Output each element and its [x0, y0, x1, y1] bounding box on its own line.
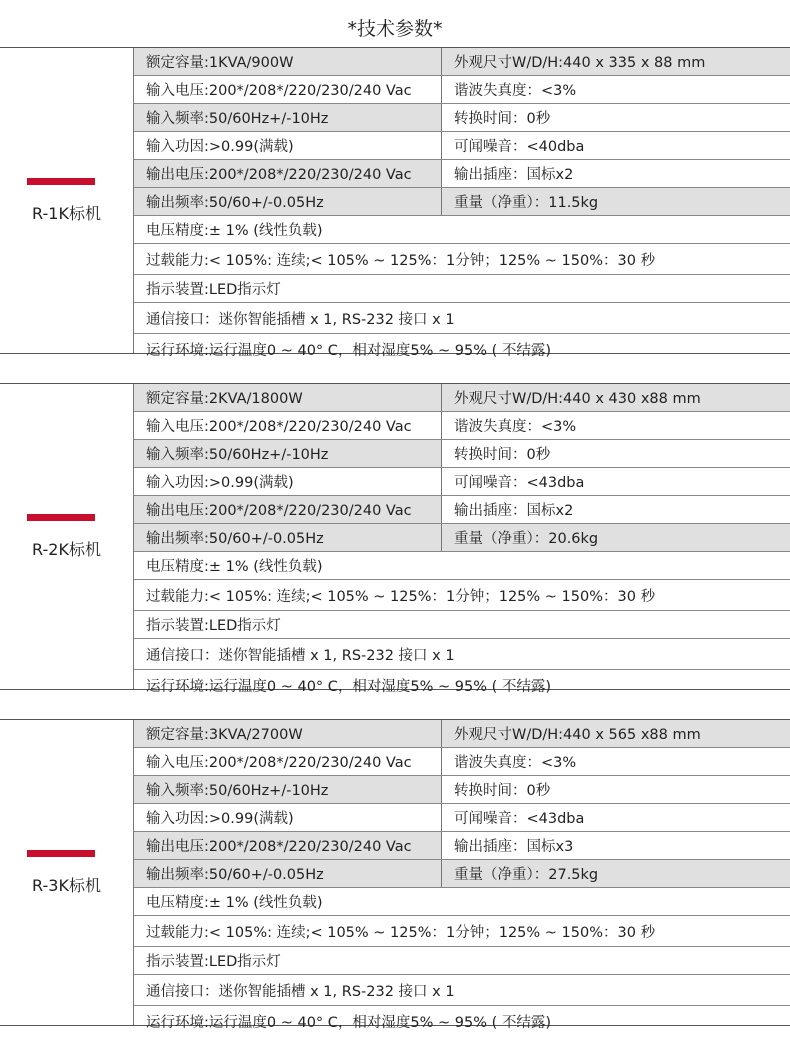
- spec-output-voltage: 输出电压:200*/208*/220/230/240 Vac: [134, 160, 441, 187]
- spec-input-frequency: 输入频率:50/60Hz+/-10Hz: [134, 776, 441, 803]
- spec-row: [134, 776, 790, 804]
- spec-row: [134, 947, 790, 975]
- spec-output-frequency: 输出频率:50/60+/-0.05Hz: [134, 860, 441, 887]
- red-accent-bar: [27, 850, 95, 857]
- spec-row: [134, 552, 790, 580]
- spec-row: [134, 384, 790, 412]
- spec-voltage-accuracy: 电压精度:± 1% (线性负载): [146, 223, 323, 239]
- spec-noise: 可闻噪音：<40dba: [441, 132, 790, 159]
- spec-voltage-accuracy: 电压精度:± 1% (线性负载): [146, 895, 323, 911]
- spec-environment: 运行环境:运行温度0 ~ 40° C，相对湿度5% ~ 95% ( 不结露): [146, 1014, 552, 1031]
- spec-thd: 谐波失真度：<3%: [441, 412, 790, 439]
- spec-voltage-accuracy: 电压精度:± 1% (线性负载): [146, 559, 323, 575]
- spec-comm-interface: 通信接口：迷你智能插槽 x 1, RS-232 接口 x 1: [146, 311, 455, 328]
- spec-input-power-factor: 输入功因:>0.99(满载): [146, 139, 294, 155]
- spec-row: [134, 720, 790, 748]
- spec-transfer-time: 转换时间：0秒: [441, 440, 790, 467]
- spec-input-power-factor: 输入功因:>0.99(满载): [146, 811, 294, 827]
- spec-rows: [134, 384, 790, 700]
- spec-rated-capacity: 额定容量:3KVA/2700W: [134, 720, 441, 747]
- spec-comm-interface: 通信接口：迷你智能插槽 x 1, RS-232 接口 x 1: [146, 647, 455, 664]
- spec-output-frequency: 输出频率:50/60+/-0.05Hz: [134, 524, 441, 551]
- spec-row: [134, 76, 790, 104]
- model-cell: [0, 48, 134, 353]
- spec-row: [134, 188, 790, 216]
- model-name: R-2K标机: [32, 540, 101, 559]
- spec-input-power-factor: 输入功因:>0.99(满载): [146, 475, 294, 491]
- spec-dimensions: 外观尺寸W/D/H:440 x 335 x 88 mm: [441, 48, 790, 75]
- spec-overload: 过载能力:< 105%: 连续;< 105% ~ 125%：1分钟；125% ~ 150%：30 秒: [146, 252, 656, 269]
- spec-thd: 谐波失真度：<3%: [441, 748, 790, 775]
- red-accent-bar: [27, 178, 95, 185]
- spec-dimensions: 外观尺寸W/D/H:440 x 430 x88 mm: [441, 384, 790, 411]
- spec-table-r2k: [0, 383, 790, 695]
- spec-row: [134, 496, 790, 524]
- spec-output-frequency: 输出频率:50/60+/-0.05Hz: [134, 188, 441, 215]
- spec-row: [134, 244, 790, 275]
- spec-input-voltage: 输入电压:200*/208*/220/230/240 Vac: [146, 755, 412, 771]
- spec-transfer-time: 转换时间：0秒: [441, 104, 790, 131]
- spec-row: [134, 303, 790, 334]
- spec-comm-interface: 通信接口：迷你智能插槽 x 1, RS-232 接口 x 1: [146, 983, 455, 1000]
- spec-output-voltage: 输出电压:200*/208*/220/230/240 Vac: [134, 496, 441, 523]
- spec-row: [134, 888, 790, 916]
- spec-indicator: 指示装置:LED指示灯: [146, 618, 281, 634]
- spec-table-r3k: [0, 719, 790, 1031]
- spec-table-r1k: [0, 47, 790, 359]
- spec-input-frequency: 输入频率:50/60Hz+/-10Hz: [134, 440, 441, 467]
- spec-row: [134, 639, 790, 670]
- spec-rows: [134, 720, 790, 1036]
- spec-output-sockets: 输出插座：国标x2: [441, 160, 790, 187]
- spec-noise: 可闻噪音：<43dba: [441, 804, 790, 831]
- spec-row: [134, 48, 790, 76]
- spec-output-sockets: 输出插座：国标x3: [441, 832, 790, 859]
- spec-thd: 谐波失真度：<3%: [441, 76, 790, 103]
- spec-input-voltage: 输入电压:200*/208*/220/230/240 Vac: [146, 83, 412, 99]
- spec-row: [134, 975, 790, 1006]
- spec-row: [134, 670, 790, 700]
- spec-rows: [134, 48, 790, 364]
- spec-row: [134, 160, 790, 188]
- spec-row: [134, 748, 790, 776]
- spec-row: [134, 611, 790, 639]
- model-name: R-3K标机: [32, 876, 101, 895]
- spec-environment: 运行环境:运行温度0 ~ 40° C，相对湿度5% ~ 95% ( 不结露): [146, 678, 552, 695]
- spec-row: [134, 1006, 790, 1036]
- spec-rated-capacity: 额定容量:1KVA/900W: [134, 48, 441, 75]
- spec-row: [134, 580, 790, 611]
- model-name: R-1K标机: [32, 204, 101, 223]
- model-cell: [0, 720, 134, 1025]
- spec-rated-capacity: 额定容量:2KVA/1800W: [134, 384, 441, 411]
- spec-row: [134, 440, 790, 468]
- spec-weight: 重量（净重）：27.5kg: [441, 860, 790, 887]
- spec-environment: 运行环境:运行温度0 ~ 40° C，相对湿度5% ~ 95% ( 不结露): [146, 342, 552, 359]
- spec-row: [134, 104, 790, 132]
- spec-indicator: 指示装置:LED指示灯: [146, 954, 281, 970]
- spec-overload: 过载能力:< 105%: 连续;< 105% ~ 125%：1分钟；125% ~ 150%：30 秒: [146, 924, 656, 941]
- spec-row: [134, 334, 790, 364]
- red-accent-bar: [27, 514, 95, 521]
- spec-output-voltage: 输出电压:200*/208*/220/230/240 Vac: [134, 832, 441, 859]
- spec-row: [134, 468, 790, 496]
- spec-input-voltage: 输入电压:200*/208*/220/230/240 Vac: [146, 419, 412, 435]
- spec-transfer-time: 转换时间：0秒: [441, 776, 790, 803]
- spec-row: [134, 216, 790, 244]
- spec-row: [134, 916, 790, 947]
- spec-row: [134, 832, 790, 860]
- spec-row: [134, 804, 790, 832]
- spec-row: [134, 860, 790, 888]
- spec-output-sockets: 输出插座：国标x2: [441, 496, 790, 523]
- spec-noise: 可闻噪音：<43dba: [441, 468, 790, 495]
- spec-input-frequency: 输入频率:50/60Hz+/-10Hz: [134, 104, 441, 131]
- spec-weight: 重量（净重）：11.5kg: [441, 188, 790, 215]
- page-title: *技术参数*: [347, 18, 443, 40]
- spec-dimensions: 外观尺寸W/D/H:440 x 565 x88 mm: [441, 720, 790, 747]
- spec-weight: 重量（净重）：20.6kg: [441, 524, 790, 551]
- spec-row: [134, 412, 790, 440]
- model-cell: [0, 384, 134, 689]
- spec-row: [134, 275, 790, 303]
- spec-indicator: 指示装置:LED指示灯: [146, 282, 281, 298]
- spec-row: [134, 132, 790, 160]
- spec-row: [134, 524, 790, 552]
- spec-overload: 过载能力:< 105%: 连续;< 105% ~ 125%：1分钟；125% ~ 150%：30 秒: [146, 588, 656, 605]
